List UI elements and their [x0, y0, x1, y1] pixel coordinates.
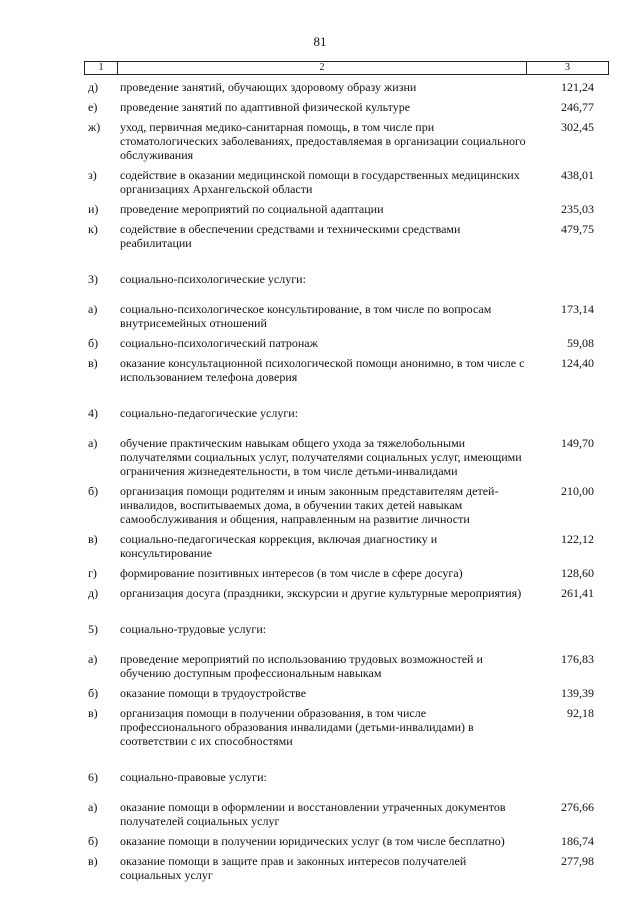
service-name: содействие в оказании медицинской помощи в государственных медицинских организациях Архангельской области	[120, 168, 520, 196]
service-name: социально-психологический патронаж	[120, 336, 318, 350]
service-name: обучение практическим навыкам общего ухода за тяжелобольными получателями социальных услуг, получателями социальных услуг, имеющими ограничения жизнедеятельности, в том числе детьми-инвалидами	[120, 436, 522, 478]
row-letter: 5)	[88, 622, 98, 636]
table-body	[84, 80, 609, 882]
row-letter: а)	[88, 302, 98, 316]
row-letter: к)	[88, 222, 98, 236]
row-letter: б)	[88, 834, 99, 848]
service-name: организация досуга (праздники, экскурсии и другие культурные мероприятия)	[120, 586, 522, 600]
service-tariff: 122,12	[561, 532, 594, 546]
row-letter: в)	[88, 356, 98, 370]
table-row	[84, 356, 609, 384]
table-row	[84, 834, 609, 848]
section-heading-row	[84, 272, 609, 286]
service-tariff: 210,00	[561, 484, 594, 498]
service-tariff: 121,24	[561, 80, 594, 94]
service-name: проведение занятий по адаптивной физической культуре	[120, 100, 411, 114]
service-name: организация помощи в получении образования, в том числе профессионального образования инвалидами (детьми-инвалидами) в соответствии с их способностями	[120, 706, 474, 748]
table-row	[84, 586, 609, 600]
service-tariff: 59,08	[567, 336, 594, 350]
service-name: содействие в обеспечении средствами и техническими средствами реабилитации	[120, 222, 461, 250]
service-name: социально-психологическое консультирование, в том числе по вопросам внутрисемейных отношений	[120, 302, 492, 330]
service-name: оказание помощи в трудоустройстве	[120, 686, 307, 700]
service-name: оказание помощи в получении юридических услуг (в том числе бесплатно)	[120, 834, 505, 848]
row-letter: и)	[88, 202, 99, 216]
table-row	[84, 100, 609, 114]
page-number: 81	[313, 34, 327, 49]
table-row	[84, 484, 609, 526]
table-row	[84, 566, 609, 580]
service-tariff: 302,45	[561, 120, 594, 134]
section-title: социально-трудовые услуги:	[120, 622, 267, 636]
service-tariff: 276,66	[561, 800, 594, 814]
table-row	[84, 854, 609, 882]
row-letter: 4)	[88, 406, 98, 420]
row-letter: ж)	[88, 120, 101, 134]
table-row	[84, 652, 609, 680]
header-col-3: 3	[565, 62, 570, 73]
service-name: проведение занятий, обучающих здоровому образу жизни	[120, 80, 417, 94]
table-row	[84, 202, 609, 216]
service-tariff: 124,40	[561, 356, 594, 370]
table-row	[84, 336, 609, 350]
table-row	[84, 800, 609, 828]
service-tariff: 246,77	[561, 100, 594, 114]
service-name: уход, первичная медико-санитарная помощь, в том числе при стоматологических заболеваниях, предоставляемая в организации социального обслуживания	[120, 120, 526, 162]
section-heading-row	[84, 622, 609, 636]
row-letter: 3)	[88, 272, 98, 286]
service-tariff: 139,39	[561, 686, 594, 700]
row-letter: з)	[88, 168, 97, 182]
table-row	[84, 120, 609, 162]
table-row	[84, 168, 609, 196]
header-col-2: 2	[319, 62, 325, 73]
table-header	[84, 61, 609, 75]
table-row	[84, 80, 609, 94]
section-title: социально-правовые услуги:	[120, 770, 267, 784]
row-letter: в)	[88, 706, 98, 720]
service-tariff: 479,75	[561, 222, 594, 236]
service-name: организация помощи родителям и иным законным представителям детей-инвалидов, воспитываемых дома, в обучении таких детей навыкам самообслуживания и общения, направленным на развитие личности	[120, 484, 499, 526]
service-name: формирование позитивных интересов (в том числе в сфере досуга)	[120, 566, 463, 580]
row-letter: д)	[88, 586, 99, 600]
header-col-1: 1	[98, 62, 104, 73]
service-tariff: 176,83	[561, 652, 594, 666]
row-letter: а)	[88, 436, 98, 450]
section-heading-row	[84, 770, 609, 784]
section-heading-row	[84, 406, 609, 420]
table-row	[84, 686, 609, 700]
service-tariff: 128,60	[561, 566, 594, 580]
table-row	[84, 532, 609, 560]
service-name: проведение мероприятий по социальной адаптации	[120, 202, 384, 216]
service-tariff: 438,01	[561, 168, 594, 182]
service-tariff: 277,98	[561, 854, 594, 868]
service-name: оказание помощи в защите прав и законных интересов получателей социальных услуг	[120, 854, 467, 882]
row-letter: г)	[88, 566, 97, 580]
table-row	[84, 436, 609, 478]
row-letter: 6)	[88, 770, 98, 784]
row-letter: а)	[88, 800, 98, 814]
service-name: оказание консультационной психологической помощи анонимно, в том числе с использованием телефона доверия	[120, 356, 525, 384]
service-tariff: 92,18	[567, 706, 594, 720]
service-tariff: 235,03	[561, 202, 594, 216]
table-row	[84, 302, 609, 330]
row-letter: б)	[88, 336, 99, 350]
row-letter: в)	[88, 532, 98, 546]
service-tariff: 186,74	[561, 834, 594, 848]
table-row	[84, 222, 609, 250]
service-tariff: 173,14	[561, 302, 594, 316]
service-name: оказание помощи в оформлении и восстановлении утраченных документов получателей социальных услуг	[120, 800, 506, 828]
service-tariff: 261,41	[561, 586, 594, 600]
row-letter: д)	[88, 80, 99, 94]
section-title: социально-психологические услуги:	[120, 272, 306, 286]
row-letter: в)	[88, 854, 98, 868]
service-tariff: 149,70	[561, 436, 594, 450]
section-title: социально-педагогические услуги:	[120, 406, 299, 420]
row-letter: б)	[88, 484, 99, 498]
row-letter: е)	[88, 100, 98, 114]
row-letter: б)	[88, 686, 99, 700]
service-name: социально-педагогическая коррекция, включая диагностику и консультирование	[120, 532, 438, 560]
service-name: проведение мероприятий по использованию трудовых возможностей и обучению доступным профессиональным навыкам	[120, 652, 483, 680]
table-row	[84, 706, 609, 748]
row-letter: а)	[88, 652, 98, 666]
